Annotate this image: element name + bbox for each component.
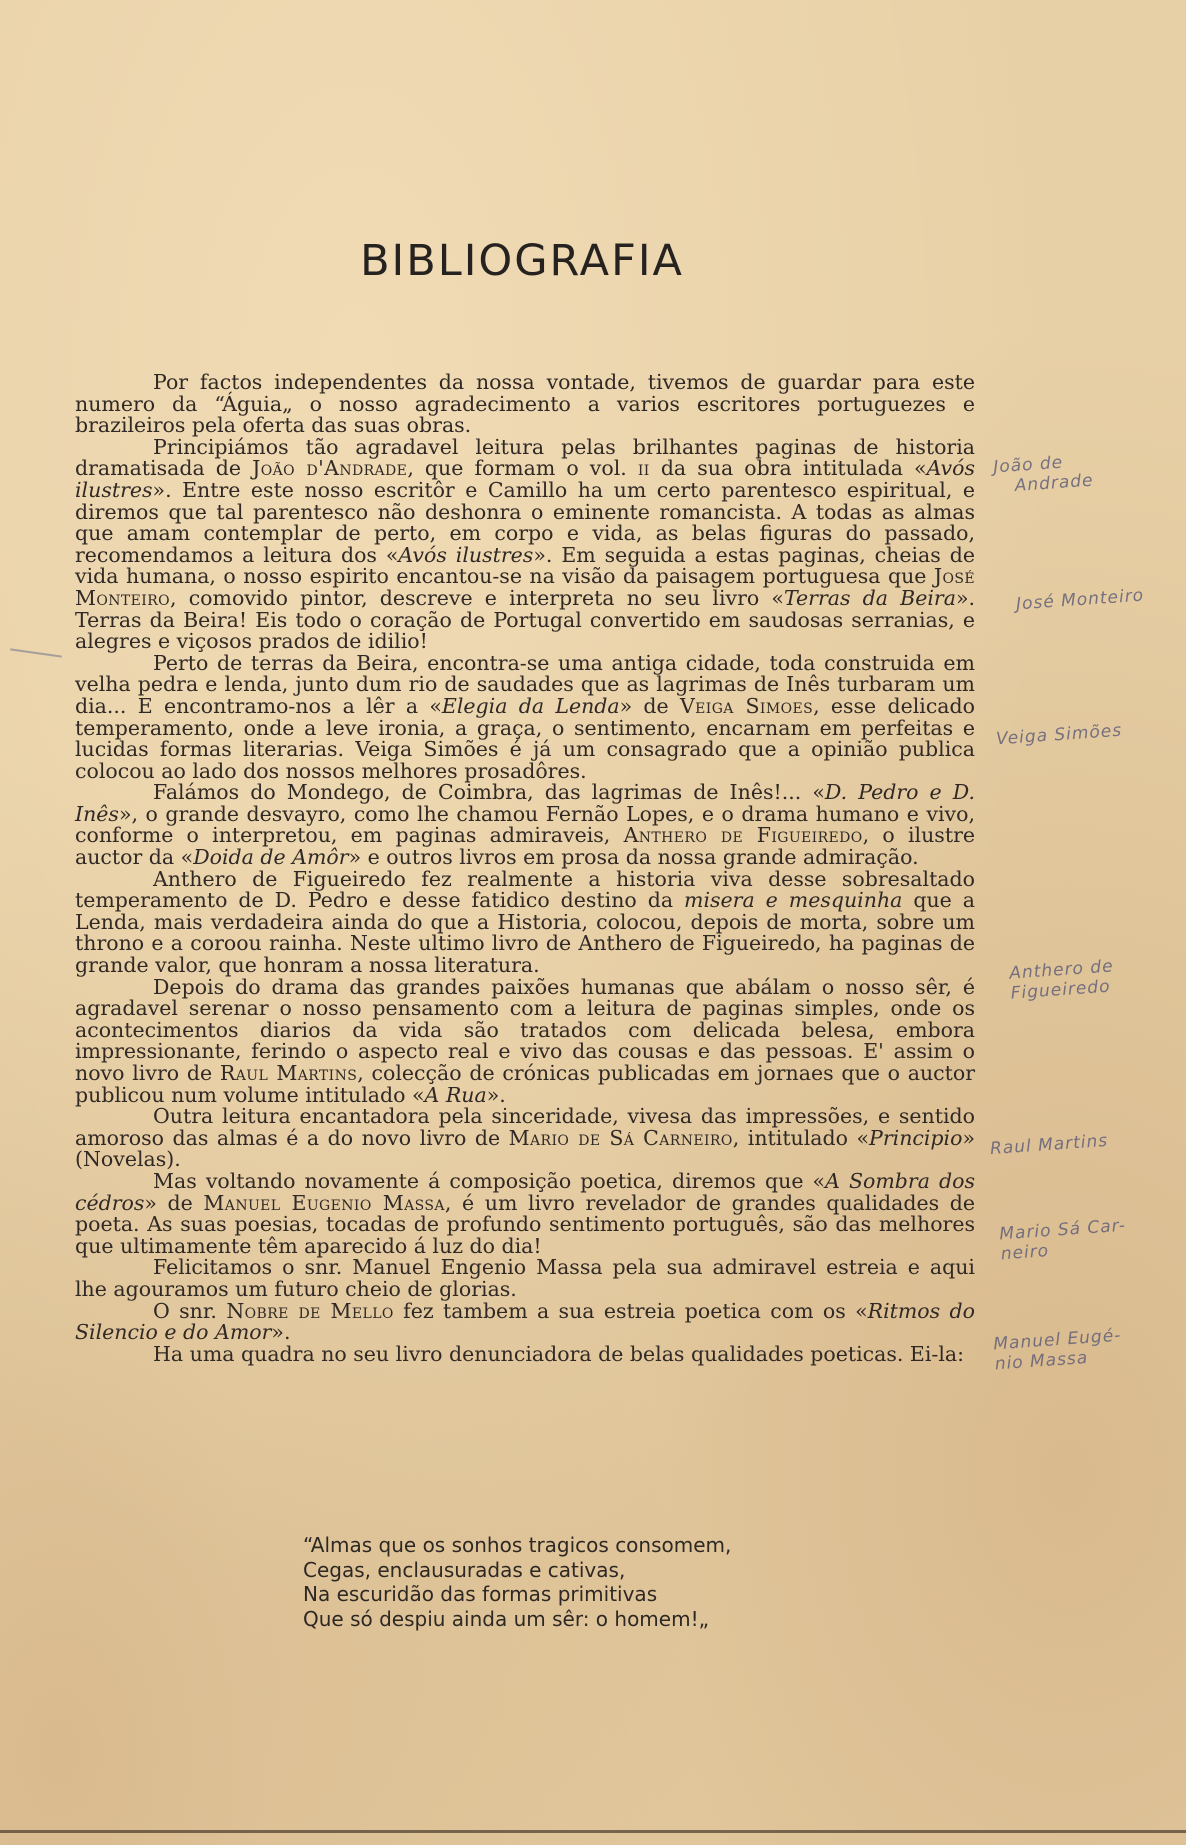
note-mario-sa-carneiro <box>999 1216 1128 1265</box>
italic-title: Doida de Amôr <box>193 845 349 870</box>
note-line: Veiga Simões <box>995 720 1123 750</box>
note-line: nio Massa <box>994 1347 1089 1375</box>
paragraph <box>75 1298 975 1345</box>
text-run: Falámos do Mondego, de Coimbra, das lagrimas de Inês!... « <box>153 780 825 805</box>
author-name: Manuel Eugenio Massa <box>203 1190 445 1215</box>
note-line: José Monteiro <box>1015 585 1145 615</box>
article-body <box>75 372 975 1365</box>
italic-title: Ritmos do Silencio e do Amor <box>75 1298 975 1345</box>
text-run: O snr. <box>153 1298 227 1323</box>
note-jose-monteiro <box>1015 586 1144 615</box>
italic-title: Principio <box>869 1125 963 1150</box>
text-run: ». Entre este nosso escritôr e Camillo ha um certo parentesco espiritual, e diremos que tal parentesco não deshonra o eminente romancista. A todas as almas que amam contemplar de perto, em corpo e vida, as belas figuras do passado, recomendamos a leitura dos « <box>75 477 975 567</box>
paragraph <box>75 782 975 868</box>
author-name: Mario de Sá Carneiro <box>508 1125 733 1150</box>
text-run: » de <box>619 693 680 718</box>
italic-title: Avós ilustres <box>75 456 975 502</box>
paragraph <box>75 1341 975 1366</box>
poem-line: Cegas, enclausuradas e cativas, <box>303 1557 626 1582</box>
text-run: Principiámos tão agradavel leitura pelas brilhantes paginas de historia dramatisada de <box>75 434 975 481</box>
italic-title: Avós ilustres <box>398 542 534 567</box>
text-run: da sua obra intitulada « <box>649 456 927 481</box>
text-run: , intitulado « <box>732 1125 870 1150</box>
note-anthero-figueiredo <box>1009 956 1116 1003</box>
text-run: , colecção de crónicas publicadas em jornaes que o auctor publicou num volume intitulado « <box>75 1061 976 1107</box>
pencil-mark <box>10 648 62 657</box>
paragraph <box>75 1168 975 1258</box>
author-name: ii <box>637 456 650 481</box>
poem-quatrain <box>303 1533 731 1631</box>
note-line: neiro <box>1000 1241 1050 1265</box>
page-title: BIBLIOGRAFIA <box>360 236 684 286</box>
text-run: , é um livro revelador de grandes qualidades de poeta. As suas poesias, tocadas de profundo sentimento português, são das melhores que ultimamente têm aparecido á luz do dia! <box>75 1190 975 1258</box>
note-line: Anthero de <box>1008 956 1115 984</box>
page-edge-rule <box>0 1830 1186 1833</box>
note-line: Raul Martins <box>989 1130 1109 1160</box>
italic-title: A Sombra dos cédros <box>75 1168 975 1215</box>
text-run: fez tambem a sua estreia poetica com os « <box>393 1298 868 1323</box>
poem-line: Que só despiu ainda um sêr: o homem!„ <box>303 1606 709 1631</box>
text-run: Ha uma quadra no seu livro denunciadora de belas qualidades poeticas. Ei-la: <box>153 1341 965 1366</box>
text-run: ». <box>271 1320 291 1345</box>
paragraph <box>75 372 975 437</box>
text-run: ». Terras da Beira! Eis todo o coração de Portugal convertido em saudosas serranias, e alegres e viçosos prados de idilio! <box>75 585 975 654</box>
author-name: Raul Martins <box>219 1061 358 1085</box>
note-manuel-massa <box>993 1326 1124 1375</box>
note-line: Figueiredo <box>1010 976 1112 1004</box>
author-name: José Monteiro <box>75 564 975 610</box>
paragraph <box>75 434 975 654</box>
italic-title: misera e mesquinha <box>684 888 903 913</box>
author-name: Anthero de Figueiredo <box>623 823 863 848</box>
note-line: Andrade <box>1014 470 1095 497</box>
poem-line: “Almas que os sonhos tragicos consomem, <box>303 1533 732 1557</box>
author-name: João d'Andrade <box>252 456 408 481</box>
note-line: Mario Sá Car- <box>998 1215 1127 1245</box>
text-run: » (Novelas). <box>75 1125 976 1172</box>
note-veiga-simoes <box>995 721 1122 750</box>
paragraph <box>75 974 976 1107</box>
text-run: Perto de terras da Beira, encontra-se uma antiga cidade, toda construida em velha pedra e lenda, junto dum rio de saudades que as lagrimas de Inês turbaram um dia... E encontramo-nos a lêr a « <box>75 650 975 718</box>
text-run: , o ilustre auctor da « <box>75 823 975 870</box>
text-run: », o grande desvayro, como lhe chamou Fernão Lopes, e o drama humano e vivo, conforme o interpretou, em paginas admiraveis, <box>75 801 975 848</box>
author-name: Nobre de Mello <box>226 1298 394 1323</box>
poem-line: Na escuridão das formas primitivas <box>303 1582 658 1606</box>
paragraph <box>75 1257 975 1300</box>
paragraph <box>75 650 975 783</box>
text-run: Depois do drama das grandes paixões humanas que abálam o nosso sêr, é agradavel serenar o nosso pensamento com a leitura de paginas simples, onde os acontecimentos diarios da vida são tratados com delicada belesa, embora impressionante, ferindo o aspecto real e vivo das cousas e das pessoas. E' assim o novo livro de <box>75 974 975 1085</box>
paragraph <box>75 866 975 978</box>
italic-title: A Rua <box>424 1082 487 1107</box>
italic-title: Elegia da Lenda <box>441 693 620 718</box>
text-run: » de <box>144 1190 204 1215</box>
text-run: Mas voltando novamente á composição poetica, diremos que « <box>153 1168 826 1193</box>
text-run: ». <box>486 1082 506 1107</box>
text-run: Anthero de Figueiredo fez realmente a historia viva desse sobresaltado temperamento de D. Pedro e desse fatidico destino da <box>75 866 975 913</box>
note-line: Manuel Eugé- <box>992 1325 1122 1355</box>
note-line: João de <box>992 452 1064 478</box>
text-run: , esse delicado temperamento, onde a leve ironia, a graça, o sentimento, encarnam em perfeitas e lucidas formas literarias. Veiga Simões é já um consagrado que a opinião publica colocou ao lado dos nossos melhores prosadôres. <box>75 693 975 783</box>
paragraph <box>75 1106 975 1171</box>
author-name: Veiga Simoes <box>679 693 814 718</box>
note-raul-martins <box>989 1131 1108 1159</box>
text-run: Felicitamos o snr. Manuel Engenio Massa pela sua admiravel estreia e aqui lhe agouramos um futuro cheio de glorias. <box>75 1255 975 1301</box>
text-run: ». Em seguida a estas paginas, cheias de vida humana, o nosso espirito encantou-se na visão da paisagem portuguesa que <box>75 542 975 589</box>
text-run: , comovido pintor, descreve e interpreta no seu livro « <box>170 585 784 610</box>
note-joao-andrade <box>993 451 1094 498</box>
italic-title: D. Pedro e D. Inês <box>75 780 975 826</box>
text-run: » e outros livros em prosa da nossa grande admiração. <box>348 845 919 870</box>
italic-title: Terras da Beira <box>783 585 956 610</box>
text-run: Por factos independentes da nossa vontade, tivemos de guardar para este numero da “Águia„ o nosso agradecimento a varios escritores portuguezes e brazileiros pela oferta das suas obras. <box>75 370 975 438</box>
text-run: que a Lenda, mais verdadeira ainda do que a Historia, colocou, depois de morta, sobre um throno e a coroou rainha. Neste ultimo livro de Anthero de Figueiredo, ha paginas de grande valor, que honram a nossa literatura. <box>75 888 975 978</box>
text-run: Outra leitura encantadora pela sinceridade, vivesa das impressões, e sentido amoroso das almas é a do novo livro de <box>75 1104 975 1150</box>
text-run: , que formam o vol. <box>407 456 638 481</box>
